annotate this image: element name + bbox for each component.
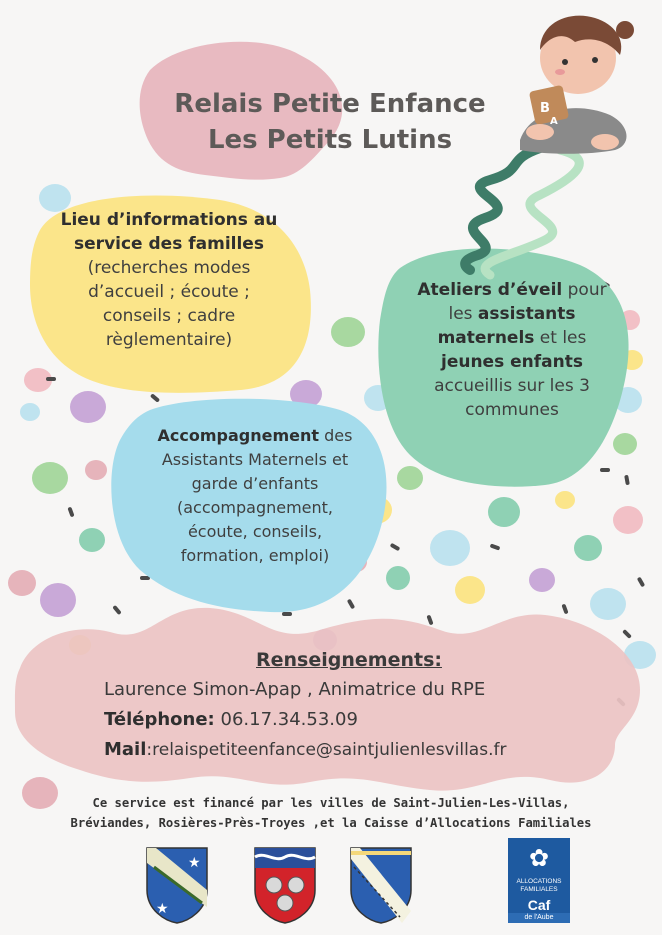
workshops-heading: Ateliers d’éveil [417,280,563,300]
contact-name: Laurence Simon-Apap , Animatrice du RPE [104,679,486,700]
title-line-2: Les Petits Lutins [207,125,453,155]
caf-brand: Caf [527,897,551,913]
workshops-children: jeunes enfants [441,352,583,372]
svg-text:A: A [550,116,558,127]
funding-line-1: Ce service est financé par les villes de Saint-Julien-Les-Villas, [92,796,570,810]
contact-section [104,645,564,765]
information-service-heading: Lieu d’informations au service des familles [60,210,278,254]
breviandes-coat-of-arms-icon [252,845,318,925]
title-line-1: Relais Petite Enfance [174,89,486,119]
workshops-text-part-1: pour les [448,280,607,324]
rosieres-coat-of-arms-icon [348,845,414,925]
funding-notice [20,793,642,833]
support-text [145,424,365,568]
saint-julien-coat-of-arms-icon [144,845,210,925]
workshops-text-part-2: et les [534,328,587,348]
contact-phone-row [104,705,564,735]
svg-text:★: ★ [188,855,201,871]
phone-number[interactable]: 06.17.34.53.09 [214,709,358,730]
caf-logo [508,838,570,922]
information-service-text [55,208,283,352]
information-service-details: (recherches modes d’accueil ; écoute ; conseils ; cadre règlementaire) [87,258,251,350]
mail-label: Mail [104,739,147,760]
workshops-text-part-3: accueillis sur les 3 communes [434,376,590,420]
svg-text:B: B [540,101,550,116]
caf-line-2: FAMILIALES [520,886,558,893]
caf-subtitle: de l'Aube [508,913,570,923]
contact-mail-row [104,735,564,765]
funding-line-2: Bréviandes, Rosières-Près-Troyes ,et la Caisse d’Allocations Familiales [70,816,592,830]
page-title [120,86,540,158]
contact-heading: Renseignements: [256,649,442,671]
support-details: des Assistants Maternels et garde d’enfants (accompagnement, écoute, conseils, formation, emploi) [161,426,353,565]
svg-text:★: ★ [156,901,169,917]
caf-line-1: ALLOCATIONS [516,878,562,885]
workshops-text [412,278,612,422]
mail-address[interactable]: :relaispetiteenfance@saintjulienlesvillas.fr [146,740,507,760]
phone-label: Téléphone: [104,709,215,730]
support-heading: Accompagnement [157,426,320,445]
caf-people-icon: ✿ [528,845,550,872]
workshops-assistants: assistants maternels [437,304,576,348]
